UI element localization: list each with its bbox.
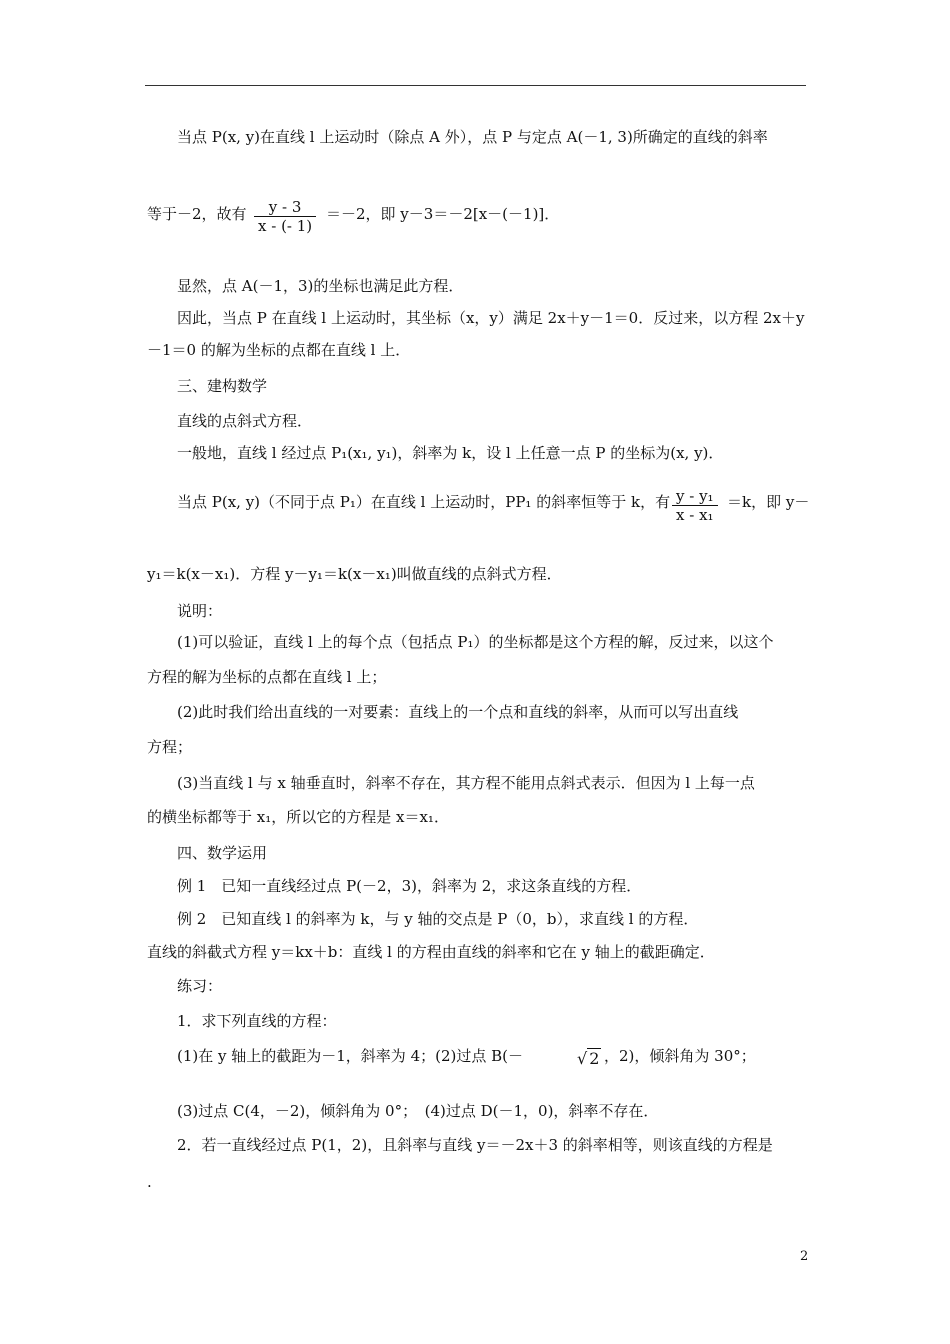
- text-line: ＝－2，即 y－3＝－2[x－(－1)]．: [326, 205, 560, 223]
- text-line: .: [147, 1173, 152, 1191]
- fraction-numerator: y - 3: [254, 198, 316, 217]
- text-line: 等于－2，故有: [147, 205, 247, 223]
- text-line: 说明：: [177, 602, 223, 620]
- text-line: 方程；: [147, 738, 193, 756]
- text-line: 练习：: [177, 977, 223, 995]
- text-line: 显然，点 A(－1，3)的坐标也满足此方程．: [177, 277, 464, 295]
- text-line: ＝k，即 y－: [727, 493, 810, 511]
- fraction-slope-a: [254, 198, 316, 235]
- text-line: (3)当直线 l 与 x 轴垂直时，斜率不存在，其方程不能用点斜式表示．但因为 l 上每一点: [177, 774, 755, 792]
- text-line: 例 2 已知直线 l 的斜率为 k，与 y 轴的交点是 P（0，b），求直线 l 的方程．: [177, 910, 699, 928]
- text-line: 直线的点斜式方程．: [177, 412, 313, 430]
- fraction-numerator: y - y₁: [672, 487, 718, 506]
- text-line: y₁＝k(x－x₁)．方程 y－y₁＝k(x－x₁)叫做直线的点斜式方程．: [147, 565, 562, 583]
- text-line: 的横坐标都等于 x₁，所以它的方程是 x＝x₁．: [147, 808, 449, 826]
- header-rule: [145, 85, 806, 86]
- fraction-denominator: x - (- 1): [258, 217, 313, 235]
- text-line: 因此，当点 P 在直线 l 上运动时，其坐标（x，y）满足 2x＋y－1＝0．反过来，以方程 2x＋y: [177, 309, 805, 327]
- fraction-slope-b: [672, 487, 718, 524]
- text-line: 方程的解为坐标的点都在直线 l 上；: [147, 668, 387, 686]
- text-line: ，2)，倾斜角为 30°；: [604, 1047, 756, 1065]
- text-line: 当点 P(x, y)（不同于点 P₁）在直线 l 上运动时，PP₁ 的斜率恒等于 k，有: [177, 493, 671, 511]
- fraction-denominator: x - x₁: [676, 506, 714, 524]
- text-line: 直线的斜截式方程 y＝kx＋b：直线 l 的方程由直线的斜率和它在 y 轴上的截距确定．: [147, 943, 715, 961]
- page-number: 2: [800, 1249, 809, 1264]
- text-line: (3)过点 C(4，－2)，倾斜角为 0°； (4)过点 D(－1，0)，斜率不存在．: [177, 1102, 659, 1120]
- text-line: 1．求下列直线的方程：: [177, 1012, 337, 1030]
- text-line: 例 1 已知一直线经过点 P(－2，3)，斜率为 2，求这条直线的方程．: [177, 877, 642, 895]
- text-line: (2)此时我们给出直线的一对要素：直线上的一个点和直线的斜率，从而可以写出直线: [177, 703, 739, 721]
- sqrt-radicand: 2: [589, 1049, 600, 1068]
- text-line: 当点 P(x, y)在直线 l 上运动时（除点 A 外），点 P 与定点 A(－1, 3)所确定的直线的斜率: [177, 128, 768, 146]
- text-line: －1＝0 的解为坐标的点都在直线 l 上．: [147, 341, 411, 359]
- sqrt-expression: √ 2: [577, 1049, 600, 1068]
- text-line: (1)在 y 轴上的截距为－1，斜率为 4；(2)过点 B(－: [177, 1047, 524, 1065]
- text-line: 2．若一直线经过点 P(1，2)，且斜率与直线 y＝－2x＋3 的斜率相等，则该直线的方程是: [177, 1136, 773, 1154]
- section-heading: 四、数学运用: [177, 844, 268, 862]
- text-line: (1)可以验证，直线 l 上的每个点（包括点 P₁）的坐标都是这个方程的解，反过来，以这个: [177, 633, 774, 651]
- text-line: 一般地，直线 l 经过点 P₁(x₁, y₁)，斜率为 k，设 l 上任意一点 P 的坐标为(x, y)．: [177, 444, 724, 462]
- section-heading: 三、建构数学: [177, 377, 268, 395]
